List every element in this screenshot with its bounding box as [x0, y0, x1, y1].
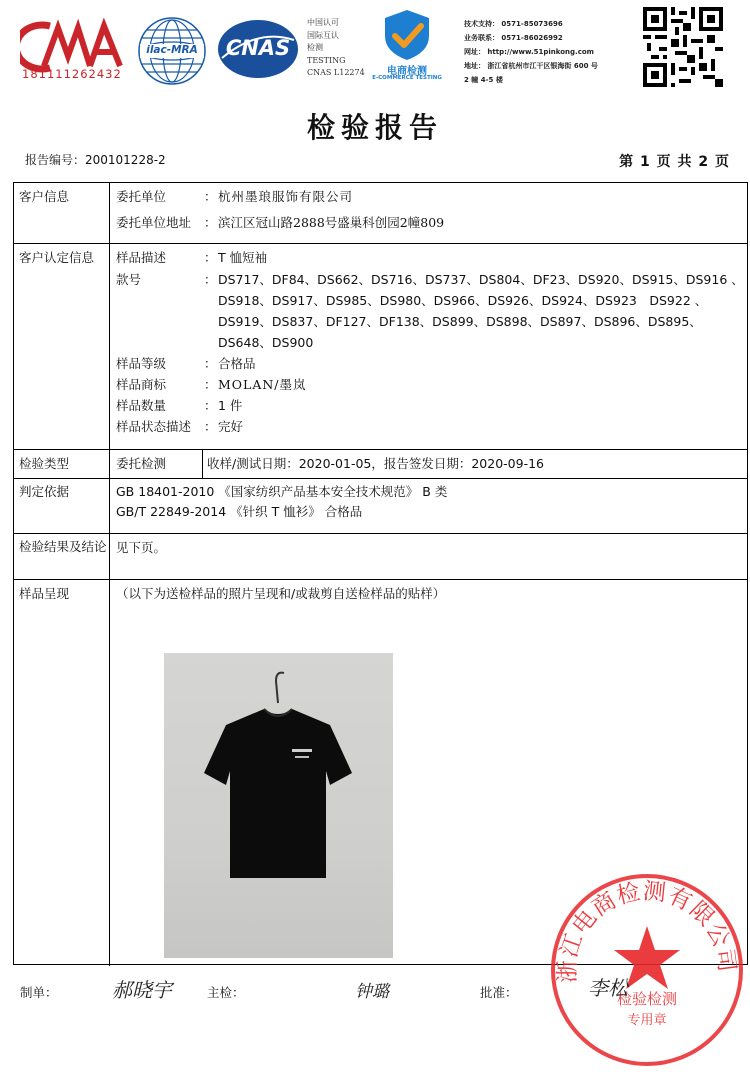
row-divider	[14, 243, 747, 244]
sample-photo	[164, 653, 393, 958]
client-unit-value: 杭州墨琅服饰有限公司	[218, 189, 354, 204]
colon: ：	[204, 272, 217, 287]
svg-text:浙江电商检测有限公司: 浙江电商检测有限公司	[554, 878, 740, 984]
row-divider	[14, 533, 747, 534]
inspection-type-value: 委托检测	[116, 456, 167, 471]
contact-line: 技术支持： 0571-85073696	[464, 20, 563, 28]
sample-label: 样品呈现	[19, 586, 70, 601]
maker-signature: 郝晓宇	[112, 978, 172, 1002]
client-unit-key: 委托单位	[116, 189, 167, 204]
cnas-label: CNAS	[225, 36, 291, 60]
cma-logo	[20, 18, 128, 80]
colon: ：	[204, 356, 217, 371]
accreditation-line: CNAS L12274	[307, 68, 365, 77]
approver-label: 批准：	[480, 985, 518, 1000]
colon: ：	[204, 250, 217, 265]
accreditation-line: TESTING	[307, 55, 346, 65]
document-title: 检验报告	[306, 111, 443, 144]
ilac-label: ilac-MRA	[146, 44, 198, 56]
cnas-logo	[216, 18, 300, 80]
brand-value: MOLAN/墨岚	[218, 377, 307, 392]
dates-value: 收样/测试日期：2020-01-05，报告签发日期：2020-09-16	[207, 456, 545, 471]
column-divider	[202, 449, 203, 478]
contact-line: 业务联系： 0571-86026992	[464, 34, 563, 42]
accreditation-text	[307, 17, 365, 80]
ec-testing-logo	[367, 6, 447, 86]
column-divider	[109, 183, 110, 966]
grade-value: 合格品	[218, 356, 256, 371]
report-table	[13, 182, 748, 965]
brand-key: 样品商标	[116, 377, 167, 392]
colon: ：	[204, 377, 217, 392]
colon: ：	[204, 215, 217, 230]
grade-key: 样品等级	[116, 356, 167, 371]
style-no-key: 款号	[116, 272, 142, 287]
ec-logo-en: E-COMMERCE TESTING	[372, 75, 442, 81]
ec-logo-cn: 电商检测	[387, 66, 427, 77]
ilac-mra-logo	[137, 16, 207, 86]
qr-code-icon	[643, 7, 723, 87]
row-divider	[14, 449, 747, 450]
accreditation-line: 中国认可	[307, 18, 339, 27]
svg-text:专用章: 专用章	[627, 1013, 667, 1028]
state-key: 样品状态描述	[116, 419, 192, 434]
colon: ：	[204, 398, 217, 413]
inspection-type-label: 检验类型	[19, 456, 70, 471]
quantity-value: 1 件	[218, 398, 243, 413]
row-divider	[14, 478, 747, 479]
report-number: 报告编号：200101228-2	[25, 153, 166, 167]
client-info-label: 客户信息	[19, 189, 70, 204]
sample-desc-key: 样品描述	[116, 250, 167, 265]
svg-text:检验检测: 检验检测	[616, 990, 678, 1008]
inspector-signature: 钟璐	[355, 982, 389, 1002]
colon: ：	[204, 419, 217, 434]
result-label: 检验结果及结论	[19, 539, 107, 554]
style-no-value: DS717、DF84、DS662、DS716、DS737、DS804、DF23、DS920、DS915、DS916 、DS918、DS917、DS985、DS980、DS966、DS926、DS924、DS923 DS922 、DS919、DS837、DF127、DF138、DS899、DS898、DS897、DS896、DS895、DS648、DS900	[218, 272, 744, 350]
sample-note: （以下为送检样品的照片呈现和/或裁剪自送检样品的贴样）	[116, 586, 446, 601]
basis-line-1: GB 18401-2010 《国家纺织产品基本安全技术规范》 B 类	[116, 484, 448, 499]
contact-line: 网址： http://www.51pinkong.com	[464, 48, 594, 56]
client-confirm-label: 客户认定信息	[19, 250, 95, 265]
basis-label: 判定依据	[19, 484, 70, 499]
result-value: 见下页。	[116, 540, 167, 555]
cma-number: 181111262432	[22, 67, 122, 81]
contact-info	[464, 17, 598, 87]
inspector-label: 主检：	[207, 985, 245, 1000]
client-address-value: 滨江区冠山路2888号盛巢科创园2幢809	[218, 215, 445, 230]
approver-signature: 李松	[588, 976, 628, 1000]
accreditation-line: 检测	[307, 43, 323, 52]
company-seal	[547, 870, 747, 1070]
quantity-key: 样品数量	[116, 398, 167, 413]
row-divider	[14, 579, 747, 580]
contact-line: 2 幢 4-5 楼	[464, 76, 503, 84]
accreditation-line: 国际互认	[307, 30, 339, 40]
page-indicator: 第 1 页 共 2 页	[619, 154, 730, 170]
maker-label: 制单：	[20, 985, 58, 1000]
colon: ：	[204, 189, 217, 204]
basis-line-2: GB/T 22849-2014 《针织 T 恤衫》 合格品	[116, 504, 363, 519]
client-address-key: 委托单位地址	[116, 215, 192, 230]
sample-desc-value: T 恤短袖	[218, 250, 268, 265]
contact-line: 地址： 浙江省杭州市江干区银海街 600 号	[464, 62, 598, 70]
state-value: 完好	[218, 419, 244, 434]
